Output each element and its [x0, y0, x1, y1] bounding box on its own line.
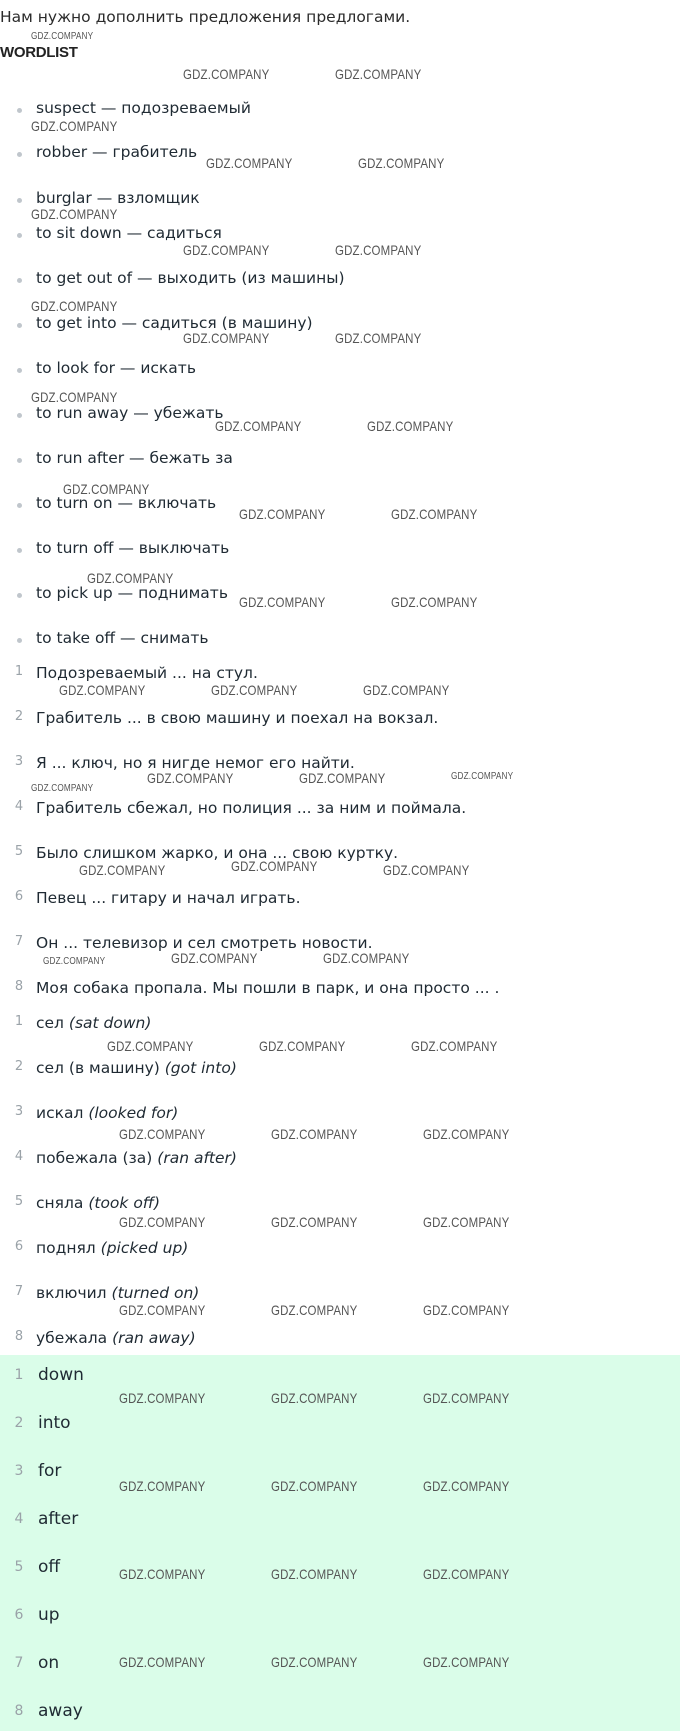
watermark: GDZ.COMPANY: [119, 1214, 206, 1230]
watermark: GDZ.COMPANY: [391, 594, 478, 610]
watermark: GDZ.COMPANY: [423, 1390, 510, 1406]
watermark: GDZ.COMPANY: [423, 1566, 510, 1582]
watermark: GDZ.COMPANY: [391, 506, 478, 522]
answers-block: 1 down 2 into 3 for 4 after 5 off 6 up 7 on 8 away: [0, 1355, 680, 1731]
watermark: GDZ.COMPANY: [211, 682, 298, 698]
watermark: GDZ.COMPANY: [31, 206, 118, 222]
watermark: GDZ.COMPANY: [31, 389, 118, 405]
watermark: GDZ.COMPANY: [107, 1038, 194, 1054]
watermark: GDZ.COMPANY: [271, 1214, 358, 1230]
watermark: GDZ.COMPANY: [451, 771, 514, 782]
bullet-icon: [17, 503, 22, 508]
watermark: GDZ.COMPANY: [367, 418, 454, 434]
watermark: GDZ.COMPANY: [119, 1302, 206, 1318]
watermark: GDZ.COMPANY: [271, 1390, 358, 1406]
watermark: GDZ.COMPANY: [183, 242, 270, 258]
watermark: GDZ.COMPANY: [231, 858, 318, 874]
bullet-icon: [17, 152, 22, 157]
watermark: GDZ.COMPANY: [335, 330, 422, 346]
bullet-icon: [17, 368, 22, 373]
watermark: GDZ.COMPANY: [183, 66, 270, 82]
watermark: GDZ.COMPANY: [119, 1126, 206, 1142]
watermark: GDZ.COMPANY: [335, 242, 422, 258]
watermark: GDZ.COMPANY: [271, 1126, 358, 1142]
watermark: GDZ.COMPANY: [423, 1214, 510, 1230]
watermark: GDZ.COMPANY: [271, 1566, 358, 1582]
watermark: GDZ.COMPANY: [239, 594, 326, 610]
watermark: GDZ.COMPANY: [79, 862, 166, 878]
bullet-icon: [17, 413, 22, 418]
watermark: GDZ.COMPANY: [423, 1302, 510, 1318]
watermark: GDZ.COMPANY: [147, 770, 234, 786]
watermark: GDZ.COMPANY: [423, 1126, 510, 1142]
bullet-icon: [17, 323, 22, 328]
bullet-icon: [17, 458, 22, 463]
watermark: GDZ.COMPANY: [271, 1302, 358, 1318]
bullet-icon: [17, 108, 22, 113]
watermark: GDZ.COMPANY: [323, 950, 410, 966]
watermark: GDZ.COMPANY: [239, 506, 326, 522]
watermark: GDZ.COMPANY: [31, 298, 118, 314]
bullet-icon: [17, 548, 22, 553]
watermark: GDZ.COMPANY: [63, 481, 150, 497]
watermark: GDZ.COMPANY: [171, 950, 258, 966]
watermark: GDZ.COMPANY: [299, 770, 386, 786]
watermark: GDZ.COMPANY: [271, 1478, 358, 1494]
bullet-icon: [17, 278, 22, 283]
watermark: GDZ.COMPANY: [119, 1390, 206, 1406]
watermark: GDZ.COMPANY: [259, 1038, 346, 1054]
wordlist-heading: WORDLIST: [0, 44, 78, 61]
watermark: GDZ.COMPANY: [383, 862, 470, 878]
watermark: GDZ.COMPANY: [363, 682, 450, 698]
bullet-icon: [17, 593, 22, 598]
intro-text: Нам нужно дополнить предложения предлогами.: [0, 8, 411, 26]
watermark: GDZ.COMPANY: [215, 418, 302, 434]
watermark: GDZ.COMPANY: [59, 682, 146, 698]
watermark: GDZ.COMPANY: [119, 1478, 206, 1494]
watermark: GDZ.COMPANY: [411, 1038, 498, 1054]
watermark: GDZ.COMPANY: [31, 783, 94, 794]
watermark: GDZ.COMPANY: [43, 956, 106, 967]
watermark: GDZ.COMPANY: [206, 155, 293, 171]
watermark: GDZ.COMPANY: [119, 1654, 206, 1670]
watermark: GDZ.COMPANY: [87, 570, 174, 586]
watermark: GDZ.COMPANY: [31, 118, 118, 134]
watermark: GDZ.COMPANY: [119, 1566, 206, 1582]
bullet-icon: [17, 198, 22, 203]
watermark: GDZ.COMPANY: [271, 1654, 358, 1670]
watermark: GDZ.COMPANY: [423, 1654, 510, 1670]
watermark: GDZ.COMPANY: [423, 1478, 510, 1494]
watermark: GDZ.COMPANY: [358, 155, 445, 171]
watermark: GDZ.COMPANY: [31, 31, 94, 42]
watermark: GDZ.COMPANY: [335, 66, 422, 82]
bullet-icon: [17, 638, 22, 643]
watermark: GDZ.COMPANY: [183, 330, 270, 346]
bullet-icon: [17, 233, 22, 238]
